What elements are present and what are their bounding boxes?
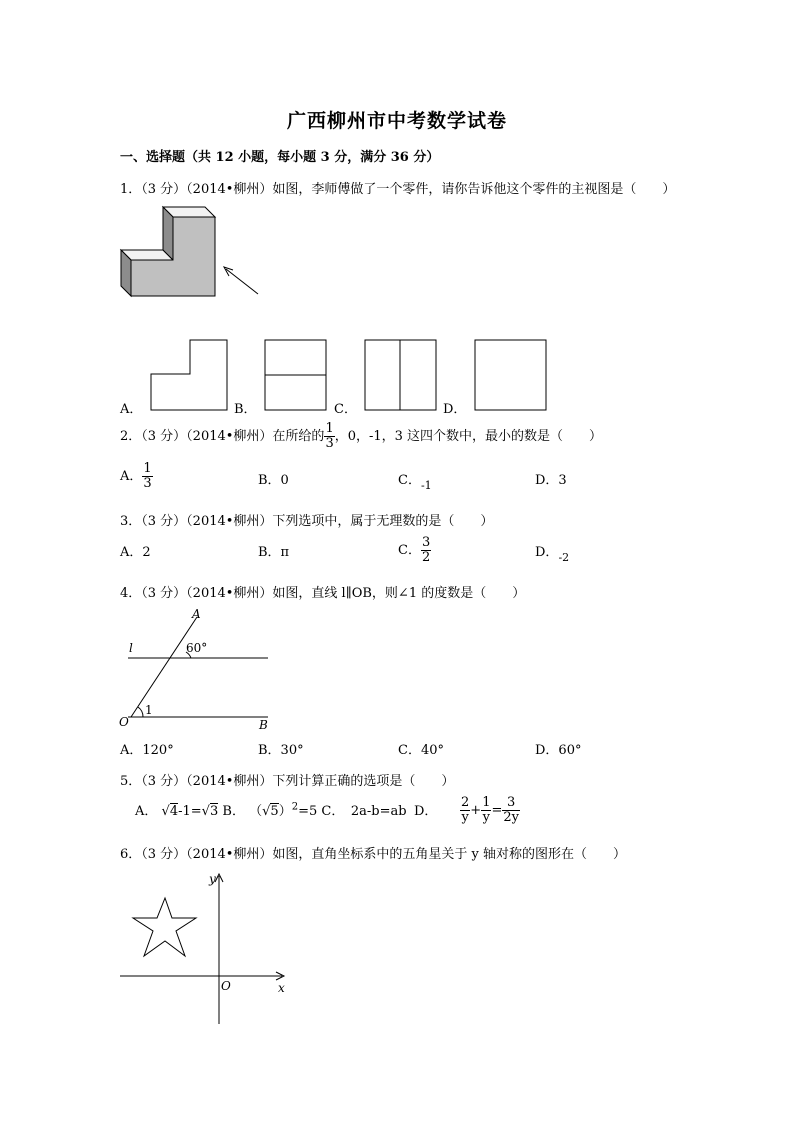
q5-option-d-expression: $\frac{2}{y}$ + $\frac{1}{y}$ = $\frac{3}{2y}$ [461, 795, 519, 825]
q2-option-a: A． $\frac{1}{3}$ [120, 461, 152, 491]
q1-option-d: D． [443, 402, 467, 417]
q3-option-b: B．π [258, 545, 290, 560]
q6-axis-x-label: x [278, 981, 285, 995]
q2-option-c: C．$_{-1}$ [398, 473, 432, 492]
q4-option-b: B．30° [258, 743, 304, 758]
question-2-text: 2．（3 分）（2014•柳州）在所给的 $\frac{1}{3}$ ，0，-1，3 这四个数中，最小的数是（ ） [120, 421, 603, 451]
section-heading: 一、选择题（共 12 小题，每小题 3 分，满分 36 分） [120, 150, 440, 165]
q4-option-c: C．40° [398, 743, 444, 758]
q3-option-a: A．2 [120, 545, 151, 560]
q1-option-a: A． [120, 402, 143, 417]
q6-origin-label: O [221, 979, 231, 993]
q4-option-a: A．120° [120, 743, 174, 758]
star-shape [133, 898, 196, 956]
q4-label-angle: 60° [186, 641, 208, 655]
q2-option-b: B．0 [258, 473, 289, 488]
q4-option-d: D．60° [535, 743, 582, 758]
q4-label-l: l [129, 641, 133, 655]
q2-option-d: D．3 [535, 473, 567, 488]
q4-label-angle-1: 1 [145, 703, 153, 717]
q1-option-b: B． [234, 402, 257, 417]
q3-option-d: D．$_{-2}$ [535, 545, 570, 564]
question-6-text: 6．（3 分）（2014•柳州）如图，直角坐标系中的五角星关于 y 轴对称的图形在（ ） [120, 847, 627, 862]
question-5-text: 5．（3 分）（2014•柳州）下列计算正确的选项是（ ） [120, 774, 455, 789]
q6-axis-y-label: y [209, 872, 216, 886]
q4-label-o: O [119, 715, 129, 729]
q4-label-a: A [192, 607, 201, 621]
q4-label-b: B [259, 718, 268, 732]
q1-option-c: C． [334, 402, 357, 417]
fraction-one-third: $\frac{1}{3}$ [325, 421, 334, 451]
question-4-text: 4．（3 分）（2014•柳州）如图，直线 l∥OB，则∠1 的度数是（ ） [120, 586, 526, 601]
q5-option-d-label: D． [414, 804, 438, 819]
page-title: 广西柳州市中考数学试卷 [286, 110, 507, 132]
question-1-text: 1．（3 分）（2014•柳州）如图，李师傅做了一个零件，请你告诉他这个零件的主视图是（ ） [120, 182, 676, 197]
q3-option-c: C． $\frac{3}{2}$ [398, 535, 431, 565]
q5-options-row: A． √4-1=√3 B． $(√5)^2=5$ C． 2a-b=ab [135, 801, 407, 819]
question-3-text: 3．（3 分）（2014•柳州）下列选项中，属于无理数的是（ ） [120, 514, 494, 529]
